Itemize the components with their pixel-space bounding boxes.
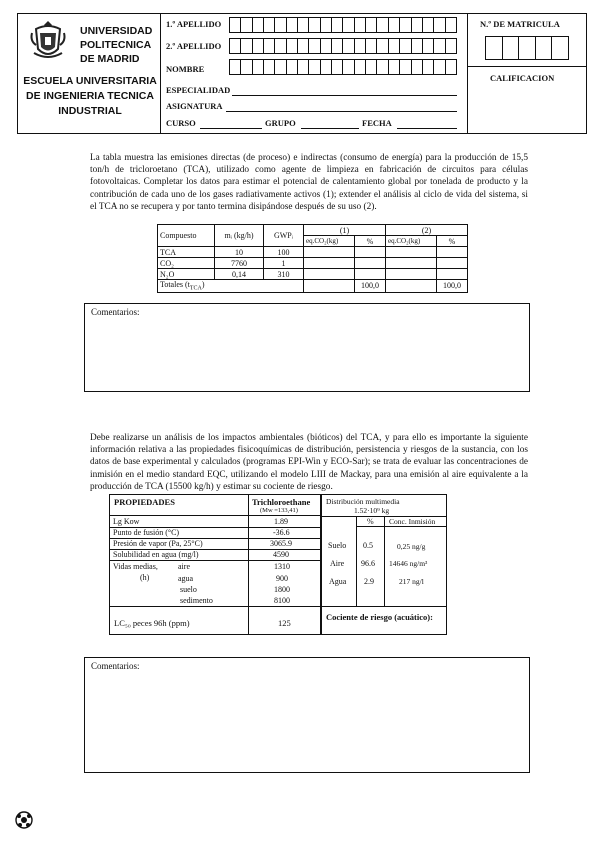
distrib-title: Distribución multimedia [326, 497, 400, 506]
vida-label: suelo [180, 585, 197, 594]
answer-cell[interactable] [355, 269, 386, 280]
answer-cell[interactable] [304, 280, 355, 293]
emissions-table [157, 224, 468, 293]
sub-pct-1: % [355, 236, 386, 247]
nombre-field[interactable] [229, 59, 457, 75]
university-crest-icon [28, 19, 68, 63]
molecular-weight: (Mw =133,41) [260, 507, 298, 514]
lc50-label: LC₅₀ peces 96h (ppm) [114, 618, 190, 628]
q1-comments-label: Comentarios: [91, 307, 140, 317]
answer-cell[interactable] [386, 258, 437, 269]
prop-value: 4590 [273, 550, 289, 559]
asignatura-label: ASIGNATURA [166, 101, 223, 111]
answer-cell[interactable] [437, 247, 468, 258]
propiedades-header: PROPIEDADES [114, 497, 175, 507]
vida-label: aire [178, 562, 190, 571]
distrib-medio: Agua [329, 577, 347, 586]
vida-label: sedimento [180, 596, 213, 605]
properties-table [109, 494, 447, 635]
col-compuesto: Compuesto [158, 225, 215, 247]
totales-label: Totales $(t_{TCA})$ [158, 280, 304, 293]
fecha-label: FECHA [362, 118, 392, 128]
distrib-conc: 14646 ng/m³ [389, 559, 428, 568]
q1-statement: La tabla muestra las emisiones directas (de proceso) e indirectas (consumo de energía) para la producción de 15,5 ton/h de tricloroetano (TCA), utilizado como agente de limpieza en fabricación de circuitos para células fotovoltaicas. Completar los datos para estimar el potencial de calentamiento global por tonelada de producto y la contribución de cada uno de los gases radiativamente activos (1); extender el análisis al ciclo de vida del sistema, si el TCA no se recupera y por tanto termina disipándose después de su uso (2). [90, 153, 528, 212]
prop-value: 1.89 [274, 517, 288, 526]
university-name: UNIVERSIDAD POLITECNICA DE MADRID [80, 25, 153, 65]
substance-name: Trichloroethane [252, 497, 311, 507]
vida-label: agua [178, 574, 194, 583]
asignatura-line[interactable] [226, 111, 457, 112]
distrib-value: 1.52·10⁹ kg [354, 506, 390, 515]
header-divider-left [160, 13, 161, 134]
row-name: CO₂ [158, 258, 215, 269]
vidas-label: Vidas medias, [113, 562, 158, 571]
answer-cell[interactable] [437, 258, 468, 269]
distrib-pct: 2.9 [364, 577, 374, 586]
vida-value: 1310 [274, 562, 290, 571]
table-row [158, 269, 468, 280]
q2-statement: Debe realizarse un análisis de los impactos ambientales (bióticos) del TCA, y para ello es importante la siguiente información relativa a las propiedades fisicoquímicas de distribución, persistencia y riesgos de la sustancia, con los datos de base experimental y calculados (programas EPI-Win y ECO-Sar); se trata de evaluar las concentraciones de inmisión en el medio standard EQC, utilizando el modelo LIII de Mackay, para una emisión al aire equivalente a la producción de TCA (15500 kg/h) y estimar su cociente de riesgo. [90, 433, 528, 492]
table-row [158, 247, 468, 258]
row-mi: 7760 [215, 258, 264, 269]
divider [356, 516, 357, 606]
grupo-label: GRUPO [265, 118, 296, 128]
answer-cell[interactable] [304, 247, 355, 258]
cociente-label: Cociente de riesgo (acuático): [326, 612, 433, 622]
distrib-pct: 0.5 [363, 541, 373, 550]
recycle-icon [14, 810, 34, 830]
col-gwp: GWPᵢ [264, 225, 304, 247]
sub-eq-2: eq.CO₂(kg) [386, 236, 437, 247]
distrib-conc: 0,25 ng/g [397, 542, 426, 551]
total-2: 100,0 [437, 280, 468, 293]
divider [110, 606, 446, 607]
table-row [158, 258, 468, 269]
distrib-pct: 96.6 [361, 559, 375, 568]
divider [110, 560, 322, 561]
prop-value: -36.6 [273, 528, 290, 537]
col-mi: mᵢ (kg/h) [215, 225, 264, 247]
answer-cell[interactable] [304, 258, 355, 269]
row-gwp: 310 [264, 269, 304, 280]
sub-eq-1: eq.CO₂(kg) [304, 236, 355, 247]
sub-pct-2: % [437, 236, 468, 247]
answer-cell[interactable] [437, 269, 468, 280]
q2-comments-box[interactable] [84, 657, 530, 773]
calificacion-label: CALIFICACION [490, 73, 555, 83]
apellido1-label: 1.º APELLIDO [166, 19, 222, 29]
prop-label: Presión de vapor (Pa, 25°C) [113, 539, 203, 548]
answer-cell[interactable] [304, 269, 355, 280]
nombre-label: NOMBRE [166, 64, 205, 74]
row-gwp: 1 [264, 258, 304, 269]
vida-value: 1800 [274, 585, 290, 594]
vida-value: 8100 [274, 596, 290, 605]
row-name: TCA [158, 247, 215, 258]
apellido2-label: 2.º APELLIDO [166, 41, 222, 51]
total-1: 100,0 [355, 280, 386, 293]
prop-value: 3065.9 [270, 539, 292, 548]
divider [110, 515, 322, 516]
row-name: N₂O [158, 269, 215, 280]
distrib-col-conc: Conc. Inmisión [389, 517, 436, 526]
row-mi: 0,14 [215, 269, 264, 280]
divider [356, 526, 446, 527]
col-1: (1) [304, 225, 386, 236]
answer-cell[interactable] [355, 258, 386, 269]
apellido2-field[interactable] [229, 38, 457, 54]
distrib-medio: Suelo [328, 541, 347, 550]
especialidad-label: ESPECIALIDAD [166, 85, 231, 95]
grupo-line[interactable] [301, 128, 359, 129]
curso-line[interactable] [200, 128, 262, 129]
apellido1-field[interactable] [229, 17, 457, 33]
header-divider-right-h [467, 66, 587, 67]
totals-row [158, 280, 468, 293]
vidas-unit: (h) [140, 573, 150, 582]
school-name: ESCUELA UNIVERSITARIA DE INGENIERIA TECNICA INDUSTRIAL [23, 75, 157, 117]
answer-cell[interactable] [355, 247, 386, 258]
distrib-conc: 217 ng/l [399, 577, 424, 586]
matricula-label: N.º DE MATRICULA [480, 19, 560, 29]
vida-value: 900 [276, 574, 288, 583]
matricula-field[interactable] [485, 36, 569, 60]
prop-label: Solubilidad en agua (mg/l) [113, 550, 199, 559]
answer-cell[interactable] [386, 280, 437, 293]
especialidad-line[interactable] [232, 95, 457, 96]
prop-label: Punto de fusión (°C) [113, 528, 180, 537]
lc50-value: 125 [278, 618, 291, 628]
answer-cell[interactable] [386, 247, 437, 258]
curso-label: CURSO [166, 118, 196, 128]
q2-comments-label: Comentarios: [91, 661, 140, 671]
row-mi: 10 [215, 247, 264, 258]
distrib-col-pct: % [367, 517, 374, 526]
header-divider-right [467, 13, 468, 134]
col-2: (2) [386, 225, 468, 236]
prop-label: Lg Kow [113, 517, 140, 526]
row-gwp: 100 [264, 247, 304, 258]
distrib-medio: Aire [330, 559, 345, 568]
answer-cell[interactable] [386, 269, 437, 280]
divider [384, 516, 385, 606]
fecha-line[interactable] [397, 128, 457, 129]
q1-comments-box[interactable] [84, 303, 530, 392]
